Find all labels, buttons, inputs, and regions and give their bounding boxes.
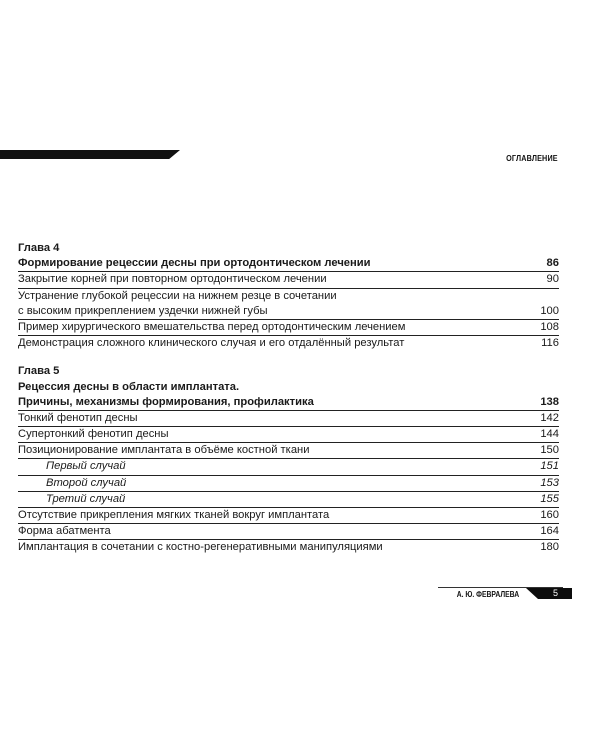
toc-entry[interactable] xyxy=(18,427,559,443)
toc-subentry[interactable] xyxy=(18,492,559,508)
chapter-4 xyxy=(18,241,559,351)
page-number: 144 xyxy=(540,428,559,441)
entry-title: Первый случай xyxy=(46,460,126,473)
chapter-label: Глава 4 xyxy=(18,242,60,254)
toc-entry[interactable] xyxy=(18,336,559,351)
toc-entry[interactable] xyxy=(18,272,559,288)
chapter-5 xyxy=(18,364,559,555)
page-number: 86 xyxy=(546,257,559,270)
page-number: 138 xyxy=(540,395,559,408)
toc-subentry[interactable] xyxy=(18,476,559,492)
entry-title: Имплантация в сочетании с костно-регенеративными манипуляциями xyxy=(18,541,383,554)
toc-entry[interactable] xyxy=(18,411,559,427)
entry-title: Позиционирование имплантата в объёме костной ткани xyxy=(18,444,310,457)
page-number: 155 xyxy=(540,492,559,505)
entry-title: Третий случай xyxy=(46,492,126,505)
entry-title: Отсутствие прикрепления мягких тканей вокруг имплантата xyxy=(18,509,330,521)
page-number: 108 xyxy=(540,320,559,333)
page-number: 160 xyxy=(540,509,559,521)
toc-entry[interactable] xyxy=(18,443,559,459)
entry-title: Демонстрация сложного клинического случая и его отдалённый результат xyxy=(18,337,405,350)
toc-entry[interactable] xyxy=(18,540,559,555)
entry-title: Тонкий фенотип десны xyxy=(18,411,138,424)
page-number: 151 xyxy=(540,460,559,473)
page-number: 153 xyxy=(540,476,559,489)
toc-entry[interactable] xyxy=(18,304,559,320)
page-number: 100 xyxy=(540,304,559,317)
section-title: ОГЛАВЛЕНИЕ xyxy=(506,153,558,163)
header-stripe xyxy=(0,150,180,159)
toc-entry[interactable] xyxy=(18,524,559,540)
page-number: 116 xyxy=(541,337,559,350)
chapter-title-row[interactable] xyxy=(18,380,559,395)
chapter-title: Рецессия десны в области имплантата. xyxy=(18,380,240,393)
page-number: 142 xyxy=(540,411,559,424)
page-number: 180 xyxy=(540,541,559,554)
toc-subentry[interactable] xyxy=(18,459,559,475)
chapter-title: Причины, механизмы формирования, профилактика xyxy=(18,395,314,408)
footer-rule xyxy=(438,587,563,588)
entry-title: Супертонкий фенотип десны xyxy=(18,428,169,441)
toc-entry[interactable] xyxy=(18,320,559,336)
table-of-contents xyxy=(18,241,559,569)
page-number: 164 xyxy=(540,525,559,538)
entry-title: Закрытие корней при повторном ортодонтическом лечении xyxy=(18,273,327,286)
footer-page-number: 5 xyxy=(553,588,559,598)
entry-title: Второй случай xyxy=(46,476,127,489)
page-number: 150 xyxy=(540,444,559,457)
chapter-title: Формирование рецессии десны при ортодонтическом лечении xyxy=(18,257,371,270)
toc-entry[interactable] xyxy=(18,289,559,304)
entry-title: Устранение глубокой рецессии на нижнем резце в сочетании xyxy=(18,289,337,302)
page-number: 90 xyxy=(546,273,559,286)
entry-title: Пример хирургического вмешательства перед ортодонтическим лечением xyxy=(18,320,406,333)
chapter-title-row[interactable] xyxy=(18,256,559,272)
chapter-label: Глава 5 xyxy=(18,365,60,378)
chapter-title-row[interactable] xyxy=(18,395,559,411)
footer-author: А. Ю. ФЕВРАЛЕВА xyxy=(455,589,523,600)
toc-entry[interactable] xyxy=(18,508,559,524)
entry-title: Форма абатмента xyxy=(18,525,111,538)
entry-title: с высоким прикреплением уздечки нижней губы xyxy=(18,304,268,317)
